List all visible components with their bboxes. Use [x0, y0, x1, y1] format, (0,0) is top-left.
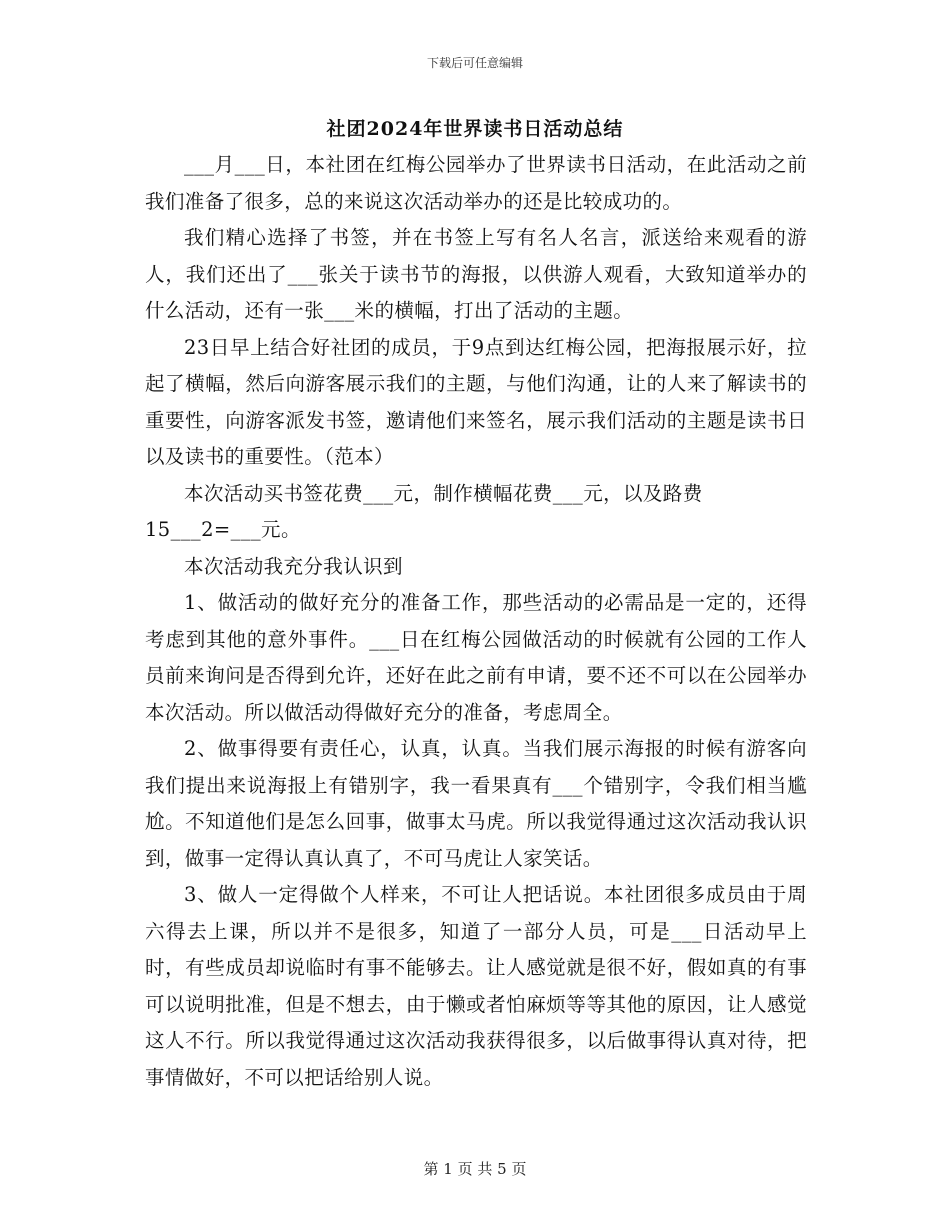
paragraph-lessons-intro: 本次活动我充分我认识到	[184, 554, 403, 578]
page-title: 社团2024年世界读书日活动总结	[326, 118, 624, 140]
header-note: 下载后可任意编辑	[426, 56, 523, 70]
document-body	[145, 147, 807, 1096]
paragraph-costs: 本次活动买书签花费___元，制作横幅花费___元，以及路费	[184, 481, 703, 505]
paragraph-lesson-3: 3、做人一定得做个人样来，不可让人把话说。本社团很多成员由于周六得去上课，所以并不是很多，知道了一部分人员，可是___日活动早上时，有些成员却说临时有事不能够去。让人感觉就是很不好，假如真的有事可以说明批准，但是不想去，由于懒或者怕麻烦等等其他的原因，让人感觉这人不行。所以我觉得通过这次活动我获得很多，以后做事得认真对待，把事情做好，不可以把话给别人说。	[145, 883, 807, 1089]
paragraph-intro: ___月___日，本社团在红梅公园举办了世界读书日活动，在此活动之前我们准备了很多，总的来说这次活动举办的还是比较成功的。	[145, 153, 807, 213]
paragraph-event-day: 23日早上结合好社团的成员，于9点到达红梅公园，把海报展示好，拉起了横幅，然后向游客展示我们的主题，与他们沟通，让的人来了解读书的重要性，向游客派发书签，邀请他们来签名，展示我们活动的主题是读书日以及读书的重要性。（范本）	[145, 335, 807, 468]
page-number: 第 1 页 共 5 页	[423, 1160, 527, 1178]
paragraph-preparation: 我们精心选择了书签，并在书签上写有名人名言，派送给来观看的游人，我们还出了___张关于读书节的海报，以供游人观看，大致知道举办的什么活动，还有一张___米的横幅，打出了活动的主题。	[145, 226, 807, 322]
paragraph-lesson-1: 1、做活动的做好充分的准备工作，那些活动的必需品是一定的，还得考虑到其他的意外事件。___日在红梅公园做活动的时候就有公园的工作人员前来询问是否得到允许，还好在此之前有申请，要不还不可以在公园举办本次活动。所以做活动得做好充分的准备，考虑周全。	[145, 591, 807, 724]
paragraph-costs-continued: 15___2=___元。	[145, 518, 301, 541]
paragraph-lesson-2: 2、做事得要有责任心，认真，认真。当我们展示海报的时候有游客向我们提出来说海报上有错别字，我一看果真有___个错别字，令我们相当尴尬。不知道他们是怎么回事，做事太马虎。所以我觉得通过这次活动我认识到，做事一定得认真认真了，不可马虎让人家笑话。	[145, 737, 807, 870]
